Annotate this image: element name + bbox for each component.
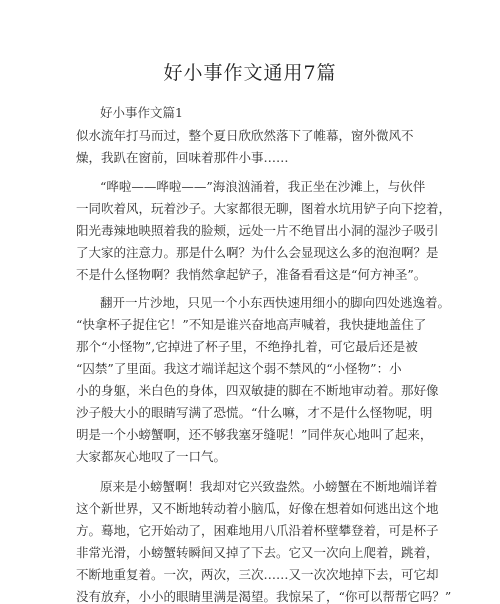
text-line: 方。蓦地，它开始动了，困难地用八爪沿着杯壁攀登着，可是杯子	[76, 523, 439, 538]
text-line: 翻开一片沙地，只见一个小东西快速用细小的脚向四处逃逸着。	[100, 295, 451, 310]
text-line: 小的身躯，米白色的身体，四双敏捷的脚在不断地审动着。那好像	[76, 383, 439, 398]
text-line: 一同吹着风，玩着沙子。大家都很无聊，图着水坑用铲子向下挖着，	[76, 201, 452, 216]
text-line: 非常光滑，小螃蟹转瞬间又掉了下去。它又一次向上爬着，跳着，	[76, 545, 439, 560]
text-line: “哗啦——哗啦——”海浪汹涌着，我正坐在沙滩上，与伙伴	[100, 179, 426, 194]
text-line: 不断地重复着。一次，两次，三次……又一次次地掉下去，可它却	[76, 567, 439, 582]
text-line: “囚禁”了里面。我这才端详起这个弱不禁风的“小怪物”：小	[76, 361, 402, 376]
text-line: 那个“小怪物”,它掉进了杯子里，不绝挣扎着，可它最后还是被	[76, 339, 418, 354]
text-line: 这个新世界，又不断地转动着小脑瓜，好像在想着如何逃出这个地	[76, 501, 439, 516]
section-heading: 好小事作文篇1	[100, 105, 183, 120]
text-line: 沙子般大小的眼睛写满了恐慌。“什么嘛，才不是什么怪物呢，明	[76, 405, 433, 420]
text-line: 原来是小螃蟹啊！我却对它兴致盎然。小螃蟹在不断地端详着	[100, 479, 438, 494]
text-line: 不是什么怪物啊？我悄然拿起铲子，准备看看这是“何方神圣”。	[76, 267, 427, 282]
text-line: 了大家的注意力。那是什么啊？为什么会显现这么多的泡泡啊？是	[76, 245, 439, 260]
text-line: 明是一个小螃蟹啊，还不够我塞牙缝呢！”同伴灰心地叫了起来，	[76, 427, 433, 442]
text-line: “快拿杯子捉住它！”不知是谁兴奋地高声喊着，我快捷地盖住了	[76, 317, 427, 332]
text-line: 阳光毒辣地映照着我的脸颊，远处一片不绝冒出小洞的湿沙子吸引	[76, 223, 439, 238]
text-line: 燥，我趴在窗前，回味着那件小事……	[76, 150, 289, 165]
text-line: 大家都灰心地叹了一口气。	[76, 449, 227, 464]
text-line: 没有放弃，小小的眼睛里满是渴望。我惊呆了，“你可以帮帮它吗？”	[76, 589, 452, 604]
document-title: 好小事作文通用7篇	[163, 62, 337, 84]
text-line: 似水流年打马而过，整个夏日欣欣然落下了帷幕，窗外微风不	[76, 128, 414, 143]
